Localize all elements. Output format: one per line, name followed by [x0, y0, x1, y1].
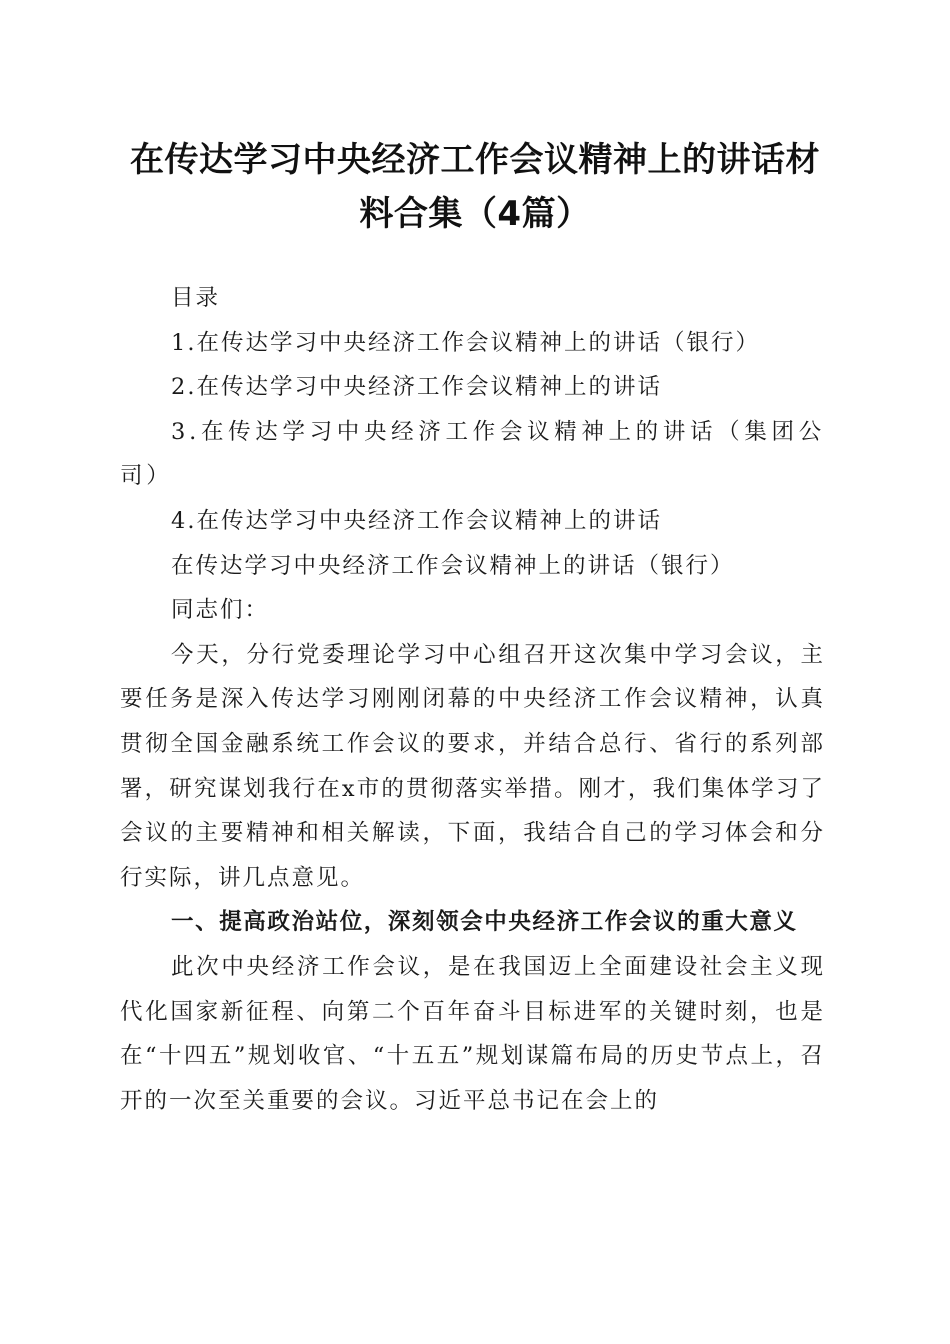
document-body: [120, 276, 825, 1123]
toc-heading: 目录: [171, 285, 221, 311]
toc-item-2: 2.在传达学习中央经济工作会议精神上的讲话: [171, 374, 662, 401]
toc-item-4: 4.在传达学习中央经济工作会议精神上的讲话: [171, 507, 662, 534]
toc-item-1: 1.在传达学习中央经济工作会议精神上的讲话（银行）: [171, 329, 760, 356]
document-title-line-1: 在传达学习中央经济工作会议精神上的讲话材: [130, 140, 820, 180]
paragraph: 今天，分行党委理论学习中心组召开这次集中学习会议，主要任务是深入传达学习刚刚闭幕的中央经济工作会议精神，认真贯彻全国金融系统工作会议的要求，并结合总行、省行的系列部署，研究谋划我行在x市的贯彻落实举措。刚才，我们集体学习了会议的主要精神和相关解读，下面，我结合自己的学习体会和分行实际，讲几点意见。: [120, 641, 825, 891]
toc-item-3: 3.在传达学习中央经济工作会议精神上的讲话（集团公司）: [120, 418, 825, 490]
article-title: 在传达学习中央经济工作会议精神上的讲话（银行）: [171, 552, 735, 579]
document-title-line-2: 料合集（4篇）: [359, 194, 591, 234]
paragraph: 此次中央经济工作会议，是在我国迈上全面建设社会主义现代化国家新征程、向第二个百年奋斗目标进军的关键时刻，也是在“十四五”规划收官、“十五五”规划谋篇布局的历史节点上，召开的一次至关重要的会议。习近平总书记在会上的: [120, 953, 825, 1114]
section-heading: 一、提高政治站位，深刻领会中央经济工作会议的重大意义: [171, 909, 798, 936]
salutation: 同志们：: [171, 597, 270, 624]
document-title: [120, 133, 830, 241]
